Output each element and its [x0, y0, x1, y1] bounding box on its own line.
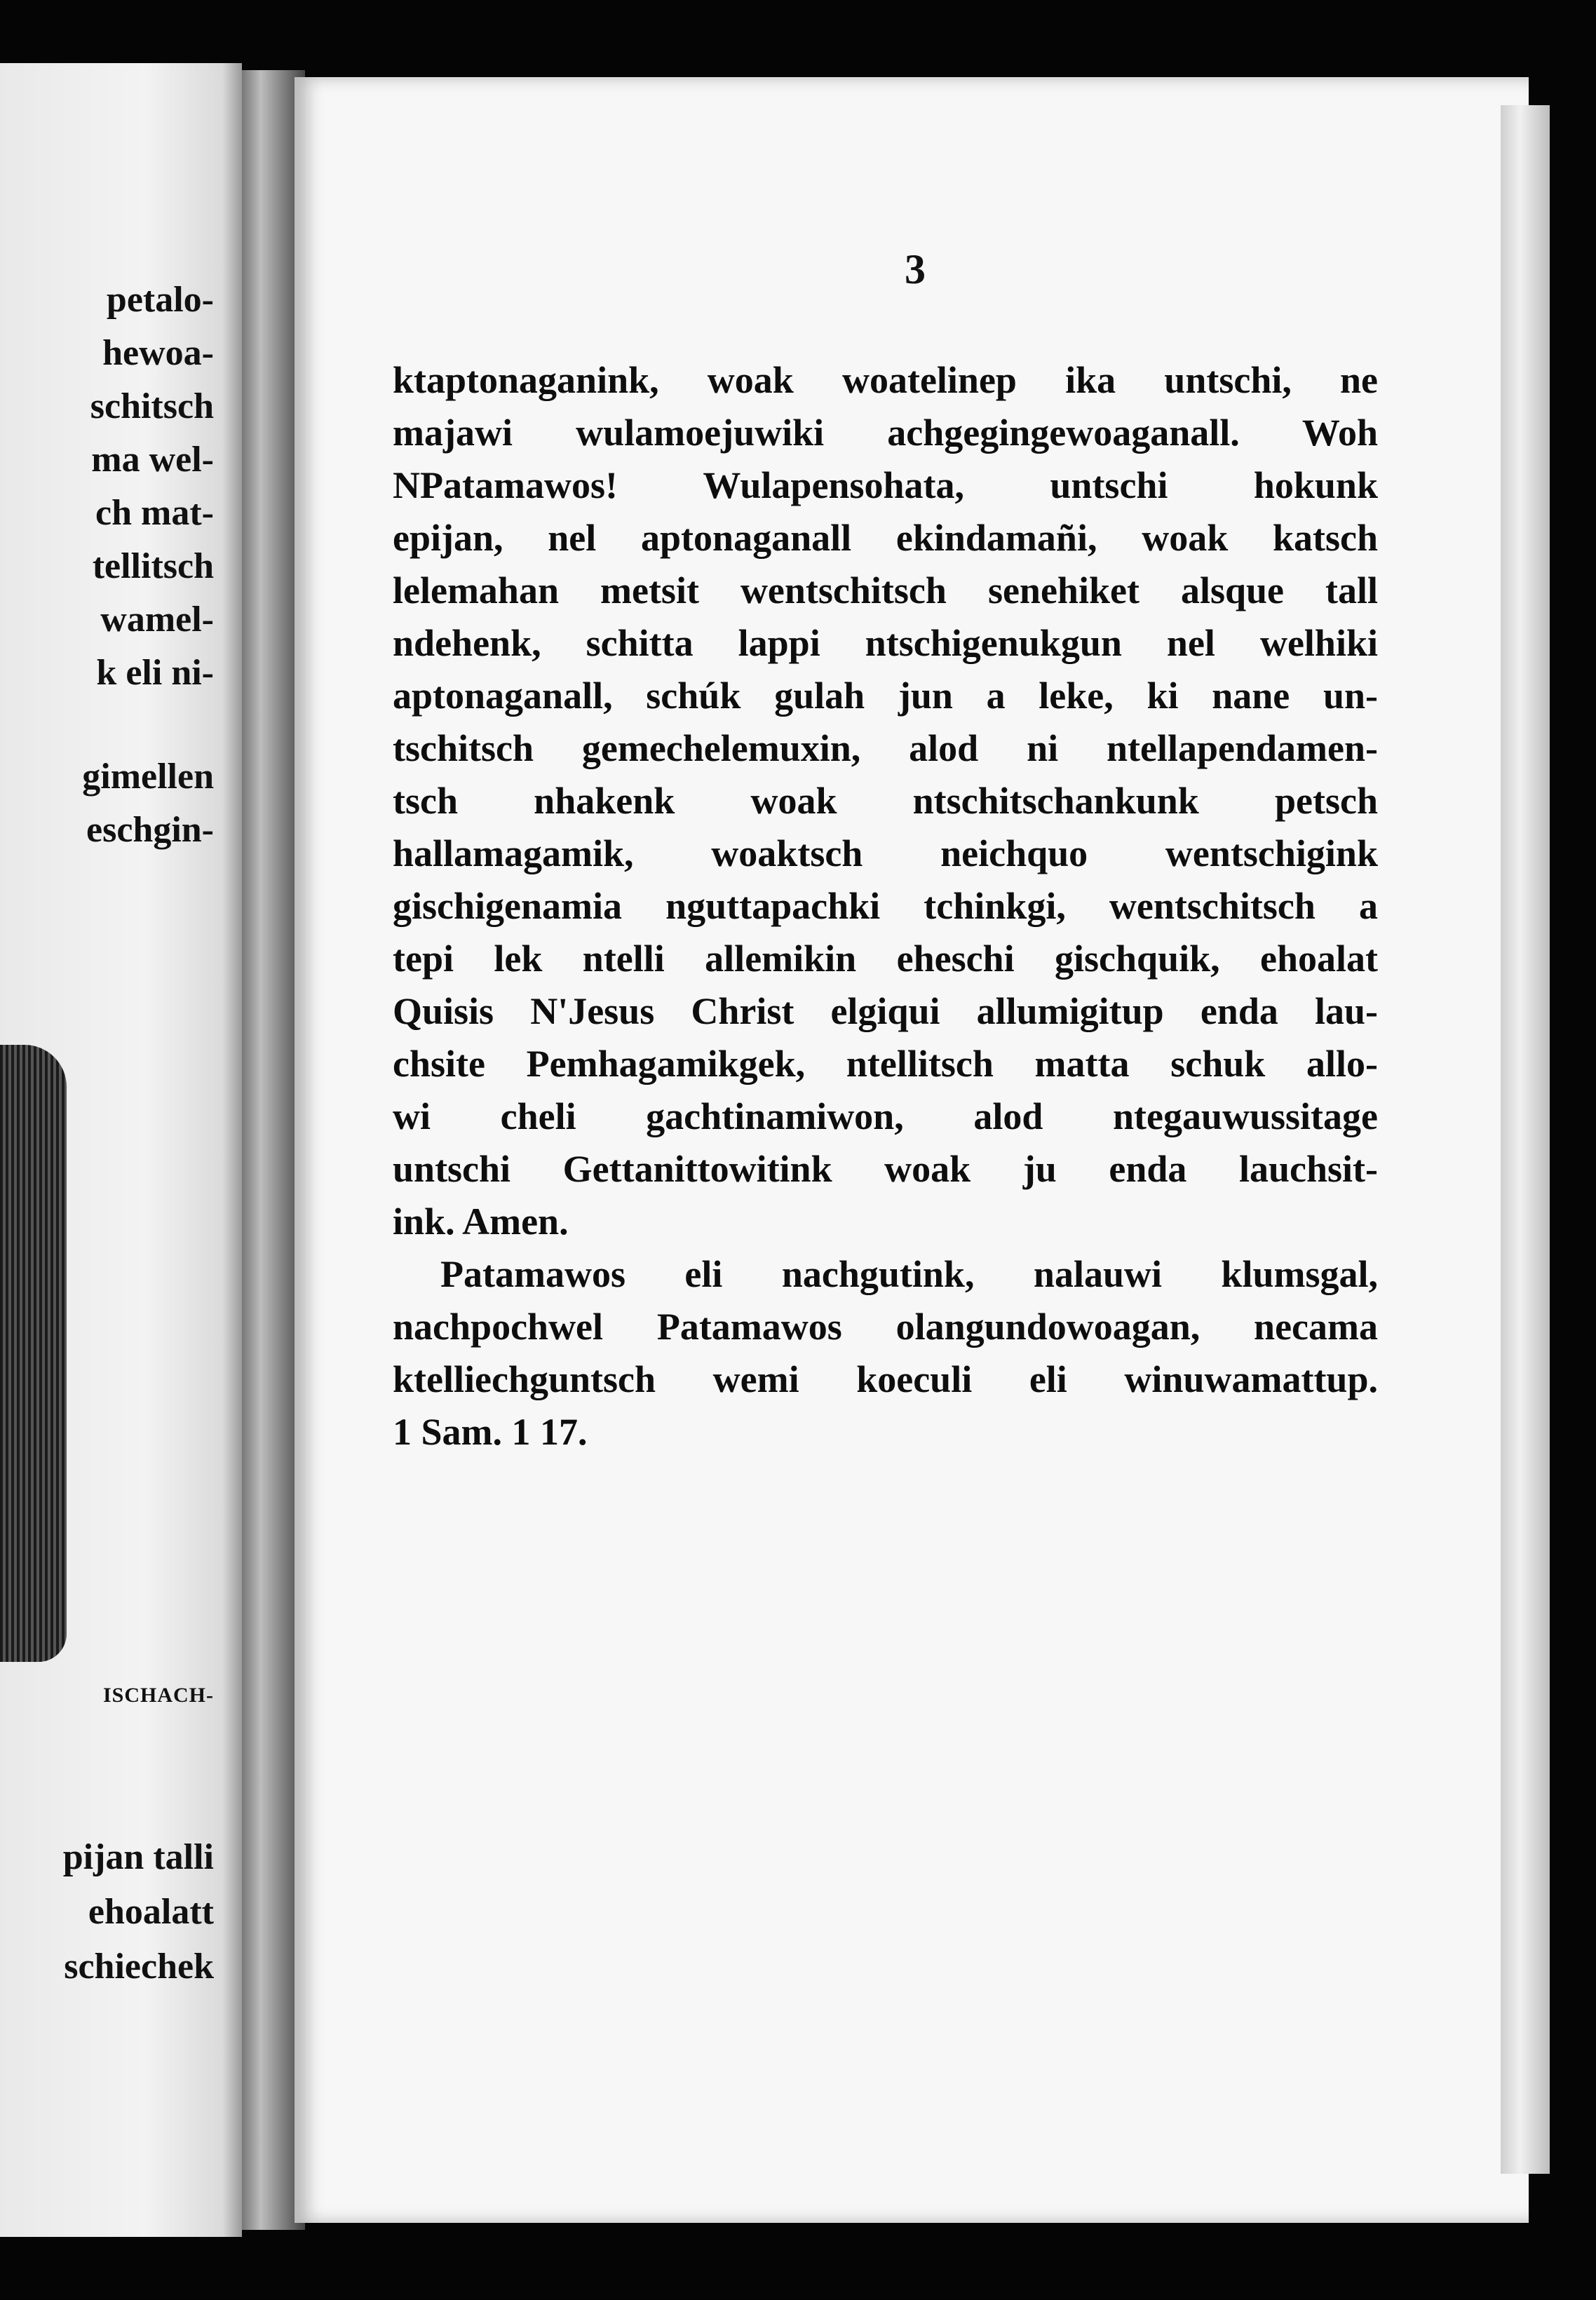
- text-line: Patamawos eli nachgutink, nalauwi klumsgal,: [440, 1253, 1378, 1295]
- engraving-illustration: [0, 1045, 67, 1662]
- text-line: hallamagamik, woaktsch neichquo wentschigink: [393, 832, 1378, 874]
- left-page-text-block-a: [90, 273, 214, 700]
- text-line: NPatamawos! Wulapensohata, untschi hokunk: [393, 464, 1378, 506]
- left-line: k eli ni-: [96, 653, 214, 693]
- left-line: tellitsch: [92, 546, 214, 586]
- left-line: pijan talli: [62, 1837, 214, 1877]
- left-page-text-block-d: [63, 1830, 214, 1994]
- text-line: ktaptonaganink, woak woatelinep ika untschi, ne: [393, 359, 1378, 401]
- text-line: gischigenamia nguttapachki tchinkgi, wentschitsch a: [393, 885, 1378, 927]
- text-line: wi cheli gachtinamiwon, alod ntegauwussitage: [393, 1095, 1378, 1137]
- text-line: majawi wulamoejuwiki achgegingewoaganall. Woh: [393, 412, 1378, 454]
- left-line: schiechek: [64, 1947, 214, 1987]
- left-page-fragment: [0, 63, 242, 2237]
- text-line: chsite Pemhagamikgek, ntellitsch matta schuk allo-: [393, 1043, 1378, 1085]
- text-line: aptonaganall, schúk gulah jun a leke, ki nane un-: [393, 675, 1378, 717]
- text-line: tepi lek ntelli allemikin eheschi gischquik, ehoalat: [393, 938, 1378, 980]
- text-line: ktelliechguntsch wemi koeculi eli winuwamattup.: [393, 1358, 1378, 1400]
- left-line: eschgin-: [86, 810, 214, 850]
- page-edge: [1501, 105, 1550, 2174]
- text-line: tschitsch gemechelemuxin, alod ni ntellapendamen-: [393, 727, 1378, 769]
- text-line: untschi Gettanittowitink woak ju enda lauchsit-: [393, 1148, 1378, 1190]
- left-page-caption: ISCHACH-: [102, 1684, 214, 1707]
- text-line: Quisis N'Jesus Christ elgiqui allumigitup enda lau-: [393, 990, 1378, 1032]
- text-line: epijan, nel aptonaganall ekindamañi, woak katsch: [393, 517, 1378, 559]
- text-line: ink. Amen.: [393, 1200, 569, 1243]
- left-line: schitsch: [90, 386, 214, 426]
- left-line: hewoa-: [102, 333, 214, 373]
- left-line: wamel-: [100, 600, 214, 640]
- text-line: tsch nhakenk woak ntschitschankunk petsch: [393, 780, 1378, 822]
- left-line: ehoalatt: [88, 1892, 214, 1932]
- text-line: nachpochwel Patamawos olangundowoagan, necama: [393, 1306, 1378, 1348]
- left-line: ma wel-: [91, 440, 214, 480]
- left-page-text-block-b: [82, 750, 214, 857]
- left-line: ch mat-: [95, 493, 214, 533]
- text-line: lelemahan metsit wentschitsch senehiket alsque tall: [393, 569, 1378, 611]
- left-line: gimellen: [82, 757, 214, 797]
- left-line: petalo-: [106, 280, 214, 320]
- text-line: 1 Sam. 1 17.: [393, 1411, 588, 1453]
- page-number: 3: [905, 246, 926, 292]
- text-line: ndehenk, schitta lappi ntschigenukgun nel welhiki: [393, 622, 1378, 664]
